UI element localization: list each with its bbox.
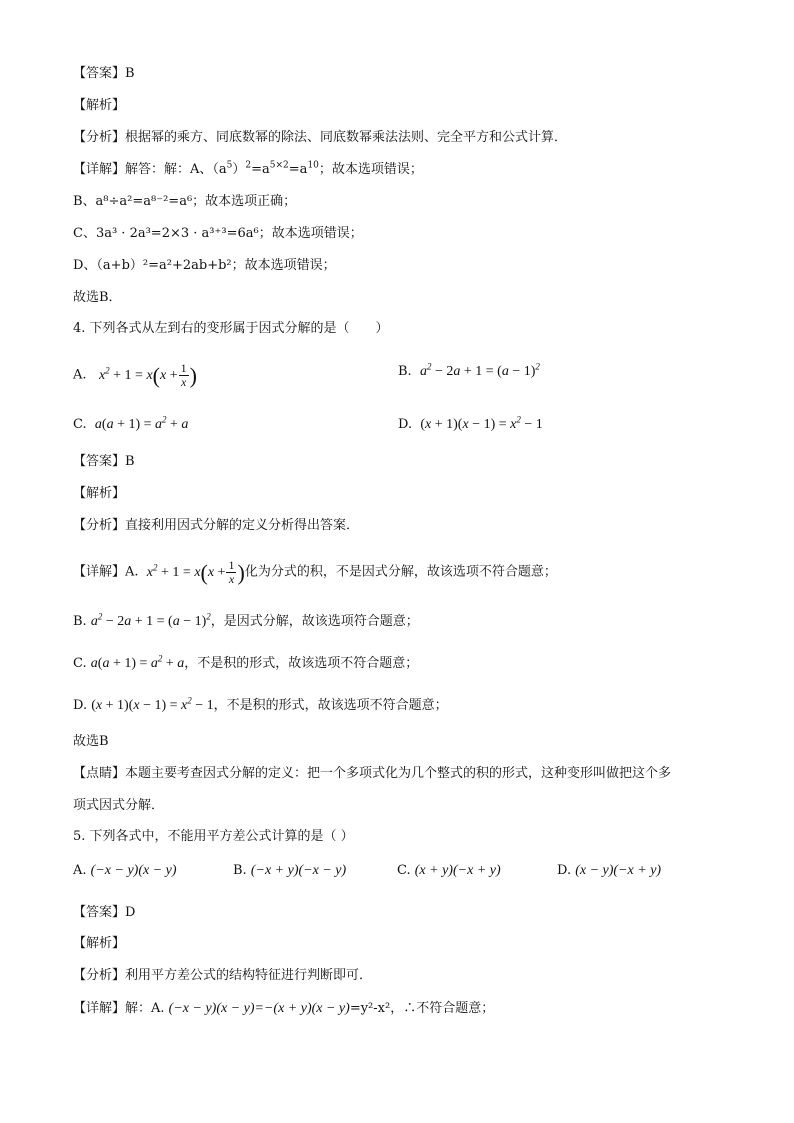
q3-conclusion: 故选B．: [73, 290, 122, 305]
q3-detail-c: C、3a³ · 2a³=2×3 · a³⁺³=6a⁶；故本选项错误；: [73, 226, 363, 241]
q4-analysis-heading: 【解析】: [73, 486, 126, 501]
q4-option-b: B. $a^2 - 2a + 1 = (a - 1)^2$: [398, 361, 540, 379]
q4-conclusion: 故选B: [73, 734, 109, 749]
q3-analysis-heading: 【解析】: [73, 98, 126, 113]
q4-answer: 【答案】B: [73, 454, 135, 469]
q4-detail-c: C. $a(a + 1) = a^2 + a$，不是积的形式，故该选项不符合题意；: [73, 653, 419, 671]
q4-dianjing-line2: 项式因式分解．: [73, 798, 165, 813]
q4-fenxi: 【分析】直接利用因式分解的定义分析得出答案．: [73, 518, 360, 533]
q4-option-c: C. $a(a + 1) = a^2 + a$: [73, 414, 189, 432]
q3-detail-b: B、a⁸÷a²=a⁸⁻²=a⁶；故本选项正确；: [73, 194, 297, 209]
q5-option-a: A. (−x − y)(x − y): [73, 863, 177, 878]
q5-option-c: C. (x + y)(−x + y): [397, 863, 501, 878]
q3-detail-a: 【详解】解答：解：A、$(a^5)^2=a^{5\times 2}=a^{10}$；故本选项错误；: [73, 160, 423, 177]
q3-detail-d: D、（a+b）²=a²+2ab+b²；故本选项错误；: [73, 258, 336, 273]
q5-answer: 【答案】D: [73, 905, 136, 920]
q4-detail-a: 【详解】A. $x^2 + 1 = x(x$ + $\frac{1}{x}$ )化为分式的积，不是因式分解，故该选项不符合题意；: [73, 558, 557, 586]
q5-option-d: D. (x − y)(−x + y): [557, 863, 662, 878]
q4-option-a: A. $x^2 + 1 = x(x$ + $\frac{1}{x}$ ): [73, 361, 197, 389]
q5-fenxi: 【分析】利用平方差公式的结构特征进行判断即可．: [73, 968, 373, 983]
q4-stem: 4. 下列各式从左到右的变形属于因式分解的是（ ）: [73, 321, 389, 336]
q5-detail-a: 【详解】解：A. (−x − y)(x − y)=−(x + y)(x − y)=y²-x²，∴不符合题意；: [73, 1001, 495, 1016]
q5-stem: 5. 下列各式中，不能用平方差公式计算的是（ ）: [73, 829, 354, 844]
q4-option-d: D. $(x + 1)(x - 1) = x^2 - 1$: [398, 414, 543, 432]
q5-analysis-heading: 【解析】: [73, 936, 126, 951]
q4-detail-d: D. $(x + 1)(x - 1) = x^2 - 1$，不是积的形式，故该选项不符合题意；: [73, 695, 448, 713]
q4-detail-b: B. $a^2 - 2a + 1 = (a - 1)^2$，是因式分解，故该选项符合题意；: [73, 611, 419, 629]
q4-dianjing-line1: 【点睛】本题主要考查因式分解的定义：把一个多项式化为几个整式的积的形式，这种变形叫做把这个多: [73, 766, 672, 781]
q5-option-b: B. (−x + y)(−x − y): [233, 863, 347, 878]
q3-answer: 【答案】B: [73, 66, 135, 81]
q3-fenxi: 【分析】根据幂的乘方、同底数幂的除法、同底数幂乘法法则、完全平方和公式计算．: [73, 130, 568, 145]
